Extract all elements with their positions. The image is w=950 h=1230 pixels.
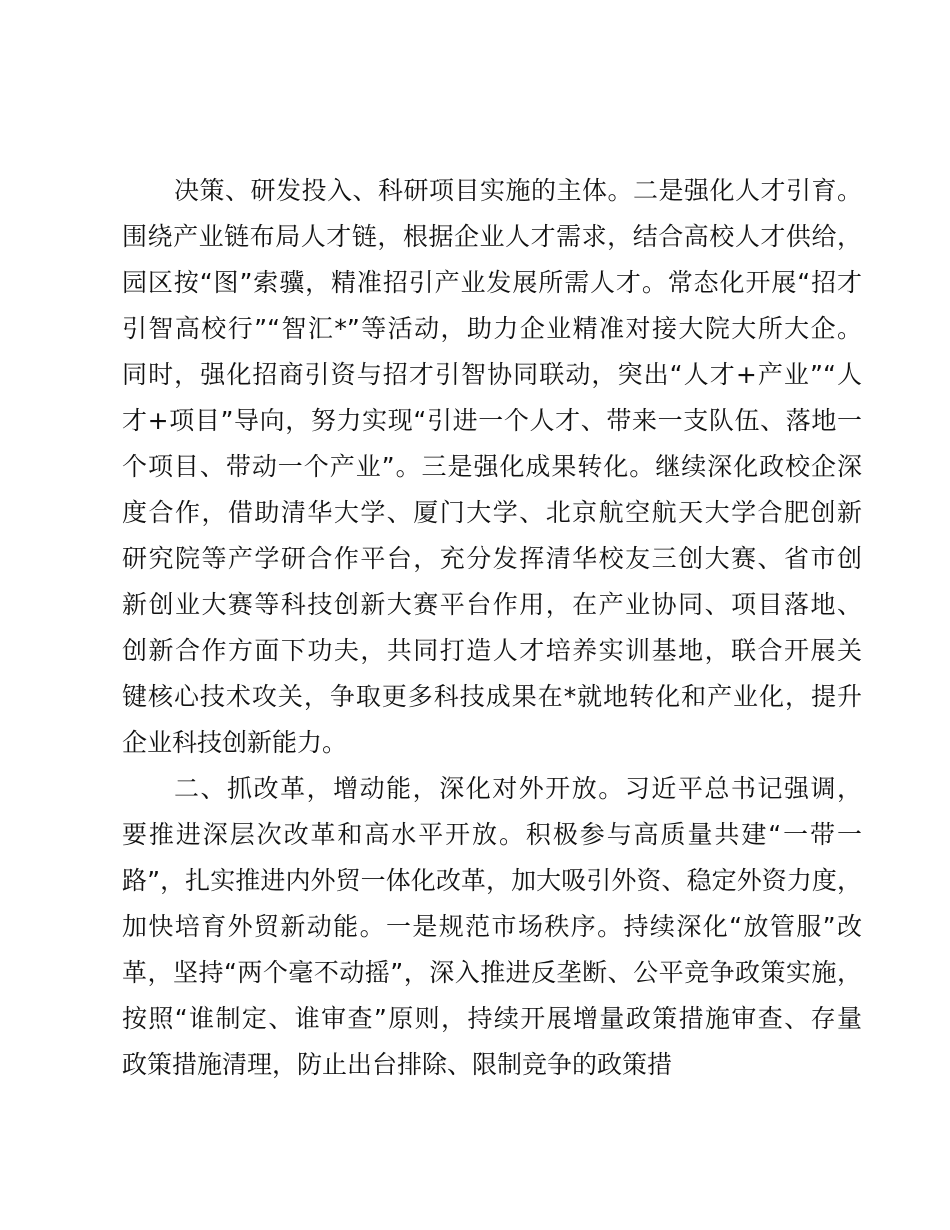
text-line: 企业科技创新能力。 xyxy=(122,728,348,757)
text-line: 才+项目”导向，努力实现“引进一个人才、带来一支队伍、落地一 xyxy=(122,406,862,435)
body-text xyxy=(122,168,862,1088)
text-line: 同时，强化招商引资与招才引智协同联动，突出“人才+产业”“人 xyxy=(122,360,862,389)
text-line: 二、抓改革，增动能，深化对外开放。习近平总书记强调， xyxy=(174,774,862,803)
text-line: 革，坚持“两个毫不动摇”，深入推进反垄断、公平竞争政策实施， xyxy=(122,958,862,987)
text-line: 决策、研发投入、科研项目实施的主体。二是强化人才引育。 xyxy=(174,176,862,205)
text-line: 加快培育外贸新动能。一是规范市场秩序。持续深化“放管服”改 xyxy=(122,912,862,941)
text-line: 政策措施清理，防止出台排除、限制竞争的政策措 xyxy=(122,1050,673,1079)
text-line: 要推进深层次改革和高水平开放。积极参与高质量共建“一带一 xyxy=(122,820,862,849)
text-line: 度合作，借助清华大学、厦门大学、北京航空航天大学合肥创新 xyxy=(122,498,862,527)
text-line: 键核心技术攻关，争取更多科技成果在*就地转化和产业化，提升 xyxy=(122,682,862,711)
text-line: 按照“谁制定、谁审查”原则，持续开展增量政策措施审查、存量 xyxy=(122,1004,862,1033)
text-line: 研究院等产学研合作平台，充分发挥清华校友三创大赛、省市创 xyxy=(122,544,862,573)
text-line: 创新合作方面下功夫，共同打造人才培养实训基地，联合开展关 xyxy=(122,636,862,665)
text-line: 围绕产业链布局人才链，根据企业人才需求，结合高校人才供给， xyxy=(122,222,862,251)
text-line: 新创业大赛等科技创新大赛平台作用，在产业协同、项目落地、 xyxy=(122,590,862,619)
text-line: 路”，扎实推进内外贸一体化改革，加大吸引外资、稳定外资力度， xyxy=(122,866,862,895)
text-line: 个项目、带动一个产业”。三是强化成果转化。继续深化政校企深 xyxy=(122,452,862,481)
text-line: 园区按“图”索骥，精准招引产业发展所需人才。常态化开展“招才 xyxy=(122,268,862,297)
text-line: 引智高校行”“智汇*”等活动，助力企业精准对接大院大所大企。 xyxy=(122,314,862,343)
